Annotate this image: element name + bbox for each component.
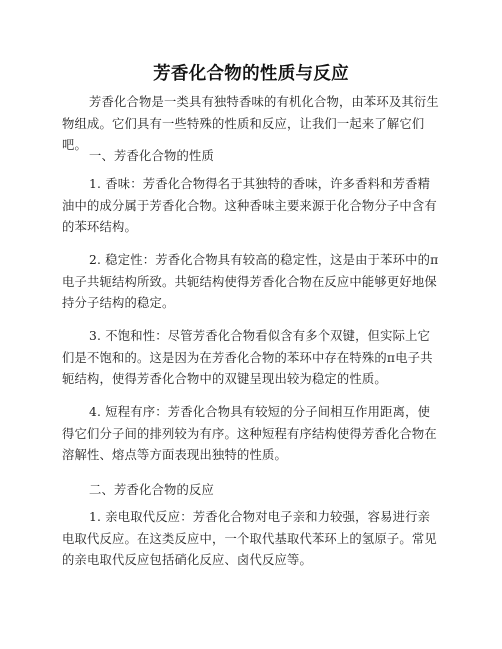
property-item-unsaturation: 3. 不饱和性：尽管芳香化合物看似含有多个双键，但实际上它们是不饱和的。这是因为在芳香化合物的苯环中存在特殊的π电子共轭结构，使得芳香化合物中的双键呈现出较为稳定的性质。 xyxy=(62,329,433,386)
reaction-item-electrophilic-substitution: 1. 亲电取代反应：芳香化合物对电子亲和力较强，容易进行亲电取代反应。在这类反应中，一个取代基取代苯环上的氢原子。常见的亲电取代反应包括硝化反应、卤代反应等。 xyxy=(62,510,437,567)
property-item-fragrance: 1. 香味：芳香化合物得名于其独特的香味，许多香料和芳香精油中的成分属于芳香化合物。这种香味主要来源于化合物分子中含有的苯环结构。 xyxy=(62,177,437,234)
property-item-short-range-order: 4. 短程有序：芳香化合物具有较短的分子间相互作用距离，使得它们分子间的排列较为有序。这种短程有序结构使得芳香化合物在溶解性、熔点等方面表现出独特的性质。 xyxy=(62,405,437,462)
section-heading-reactions: 二、芳香化合物的反应 xyxy=(89,483,214,497)
document-title: 芳香化合物的性质与反应 xyxy=(153,64,349,84)
section-heading-properties: 一、芳香化合物的性质 xyxy=(89,149,214,163)
intro-paragraph: 芳香化合物是一类具有独特香味的有机化合物，由苯环及其衍生物组成。它们具有一些特殊的性质和反应，让我们一起来了解它们吧。 xyxy=(62,95,439,152)
property-item-stability: 2. 稳定性：芳香化合物具有较高的稳定性，这是由于苯环中的π电子共轭结构所致。共轭结构使得芳香化合物在反应中能够更好地保持分子结构的稳定。 xyxy=(62,253,439,310)
